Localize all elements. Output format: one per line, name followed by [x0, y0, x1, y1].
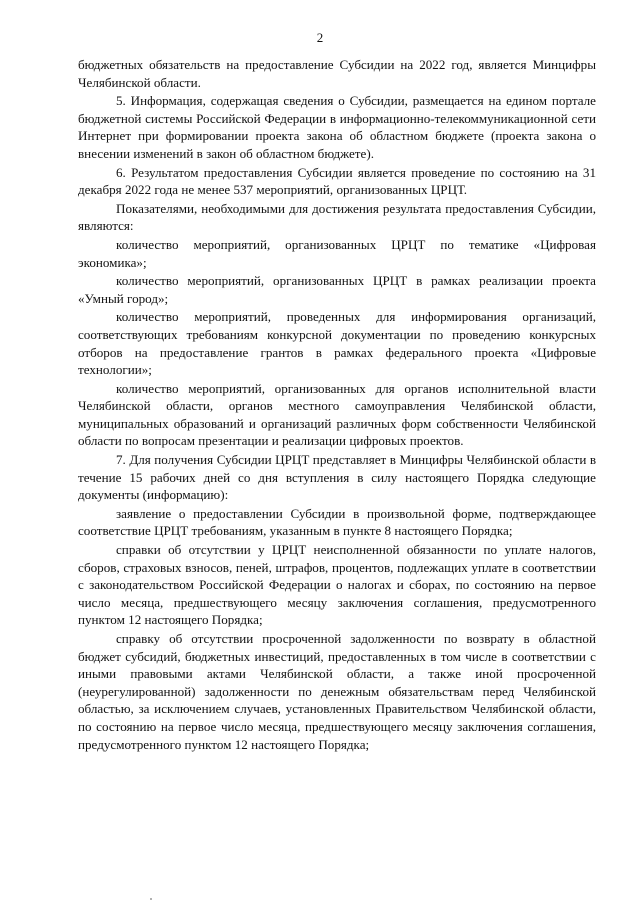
paragraph-indicator-smart-city: количество мероприятий, организованных ЦРЦТ в рамках реализации проекта «Умный город»; [78, 273, 596, 306]
scan-speck [150, 898, 152, 900]
paragraph-continuation: бюджетных обязательств на предоставление Субсидии на 2022 год, является Минцифры Челябинской области. [78, 57, 596, 90]
paragraph-indicator-authorities: количество мероприятий, организованных для органов исполнительной власти Челябинской области, органов местного самоуправления Челябинской области, муниципальных образований и организаций различных форм собственности Челябинской области по вопросам презентации и реализации цифровых проектов. [78, 380, 596, 449]
paragraph-item-5: 5. Информация, содержащая сведения о Субсидии, размещается на едином портале бюджетной системы Российской Федерации в информационно-телекоммуникационной сети Интернет при формировании проекта закона об областном бюджете (проекта закона о внесении изменений в закон об областном бюджете). [78, 93, 596, 161]
paragraph-indicator-digital-economy: количество мероприятий, организованных ЦРЦТ по тематике «Цифровая экономика»; [78, 236, 596, 270]
paragraph-indicators-intro: Показателями, необходимыми для достижения результата предоставления Субсидии, являются: [78, 200, 596, 234]
paragraph-item-7: 7. Для получения Субсидии ЦРЦТ представляет в Минцифры Челябинской области в течение 15 рабочих дней со дня вступления в силу настоящего Порядка следующие документы (информацию): [78, 452, 596, 503]
paragraph-indicator-grants-info: количество мероприятий, проведенных для информирования организаций, соответствующих требованиям конкурсной документации по проведению конкурсных отборов на предоставление грантов в рамках федерального проекта «Цифровые технологии»; [78, 309, 596, 378]
paragraph-item-6: 6. Результатом предоставления Субсидии является проведение по состоянию на 31 декабря 2022 года не менее 537 мероприятий, организованных ЦРЦТ. [78, 164, 596, 198]
paragraph-tax-certificate: справки об отсутствии у ЦРЦТ неисполненной обязанности по уплате налогов, сборов, страховых взносов, пеней, штрафов, процентов, подлежащих уплате в соответствии с законодательством Российской Федерации о налогах и сборах, по состоянию на первое число месяца, предшествующего месяцу заключения соглашения, предусмотренного пунктом 12 настоящего Порядка; [78, 542, 596, 628]
paragraph-debt-certificate: справку об отсутствии просроченной задолженности по возврату в областной бюджет субсидий, бюджетных инвестиций, предоставленных в том числе в соответствии с иными правовыми актами Челябинской области, а также иной просроченной (неурегулированной) задолженности по денежным обязательствам перед Челябинской областью, за исключением случаев, установленных Правительством Челябинской области, по состоянию на первое число месяца, предшествующего месяцу заключения соглашения, предусмотренного пунктом 12 настоящего Порядка; [78, 631, 596, 752]
page-number: 2 [316, 30, 324, 45]
document-body [78, 56, 596, 754]
paragraph-application: заявление о предоставлении Субсидии в произвольной форме, подтверждающее соответствие ЦРЦТ требованиям, указанным в пункте 8 настоящего Порядка; [78, 505, 596, 539]
